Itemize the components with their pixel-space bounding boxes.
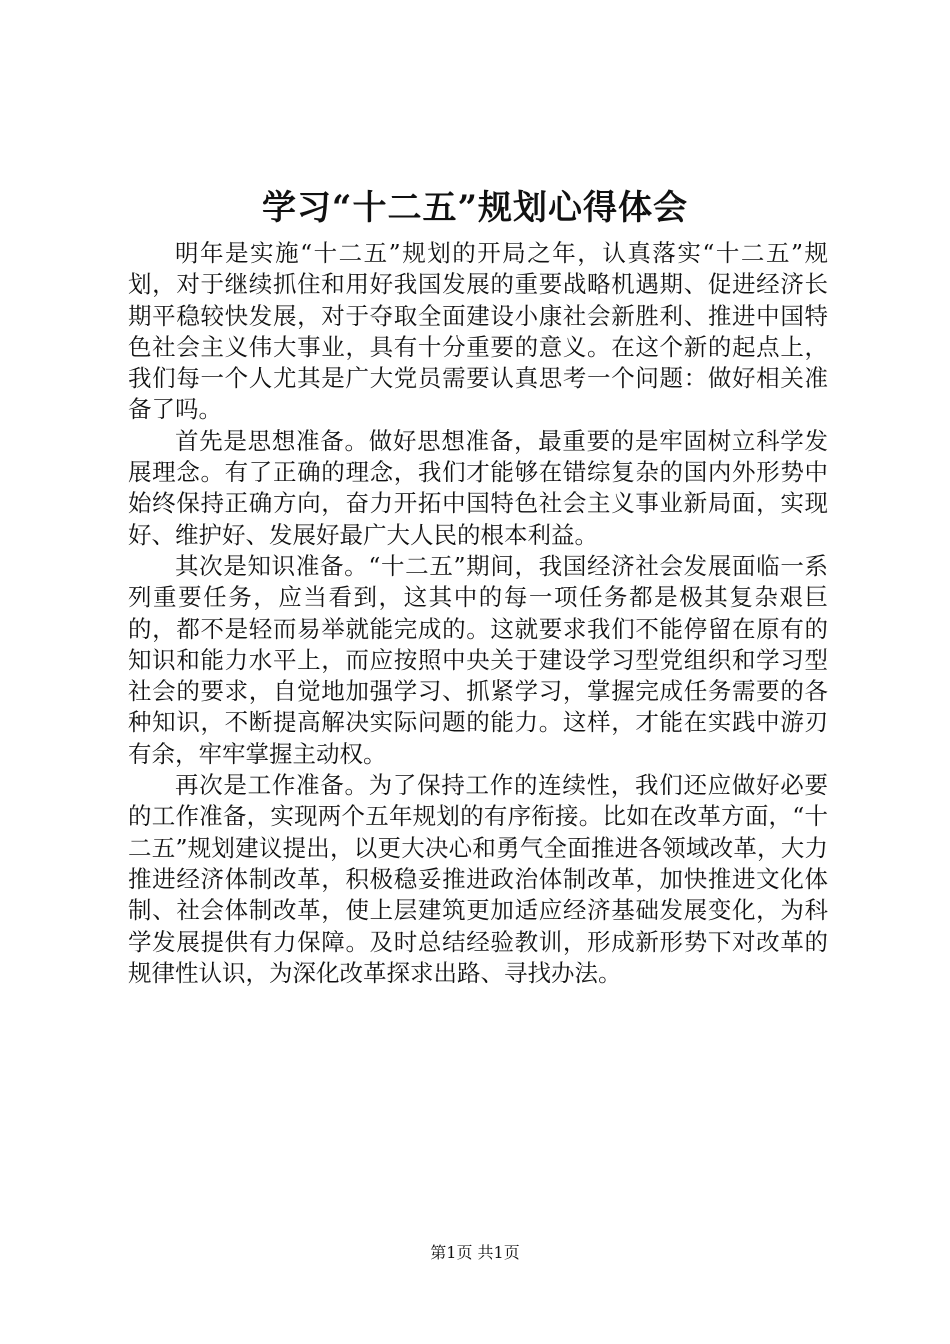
paragraph-3: 其次是知识准备。“十二五”期间，我国经济社会发展面临一系列重要任务，应当看到，这其中的每一项任务都是极其复杂艰巨的，都不是轻而易举就能完成的。这就要求我们不能停留在原有的知识和能力水平上，而应按照中央关于建设学习型党组织和学习型社会的要求，自觉地加强学习、抓紧学习，掌握完成任务需要的各种知识，不断提高解决实际问题的能力。这样，才能在实践中游刃有余，牢牢掌握主动权。 [128,551,828,768]
document-body [128,238,828,989]
paragraph-4: 再次是工作准备。为了保持工作的连续性，我们还应做好必要的工作准备，实现两个五年规划的有序衔接。比如在改革方面，“十二五”规划建议提出，以更大决心和勇气全面推进各领域改革，大力推进经济体制改革，积极稳妥推进政治体制改革，加快推进文化体制、社会体制改革，使上层建筑更加适应经济基础发展变化，为科学发展提供有力保障。及时总结经验教训，形成新形势下对改革的规律性认识，为深化改革探求出路、寻找办法。 [128,771,828,987]
document-title: 学习“十二五”规划心得体会 [261,188,689,228]
paragraph-1: 明年是实施“十二五”规划的开局之年，认真落实“十二五”规划，对于继续抓住和用好我国发展的重要战略机遇期、促进经济长期平稳较快发展，对于夺取全面建设小康社会新胜利、推进中国特色社会主义伟大事业，具有十分重要的意义。在这个新的起点上，我们每一个人尤其是广大党员需要认真思考一个问题：做好相关准备了吗。 [128,239,828,424]
page-footer: 第1页 共1页 [430,1243,520,1262]
paragraph-2: 首先是思想准备。做好思想准备，最重要的是牢固树立科学发展理念。有了正确的理念，我们才能够在错综复杂的国内外形势中始终保持正确方向，奋力开拓中国特色社会主义事业新局面，实现好、维护好、发展好最广大人民的根本利益。 [128,426,828,549]
